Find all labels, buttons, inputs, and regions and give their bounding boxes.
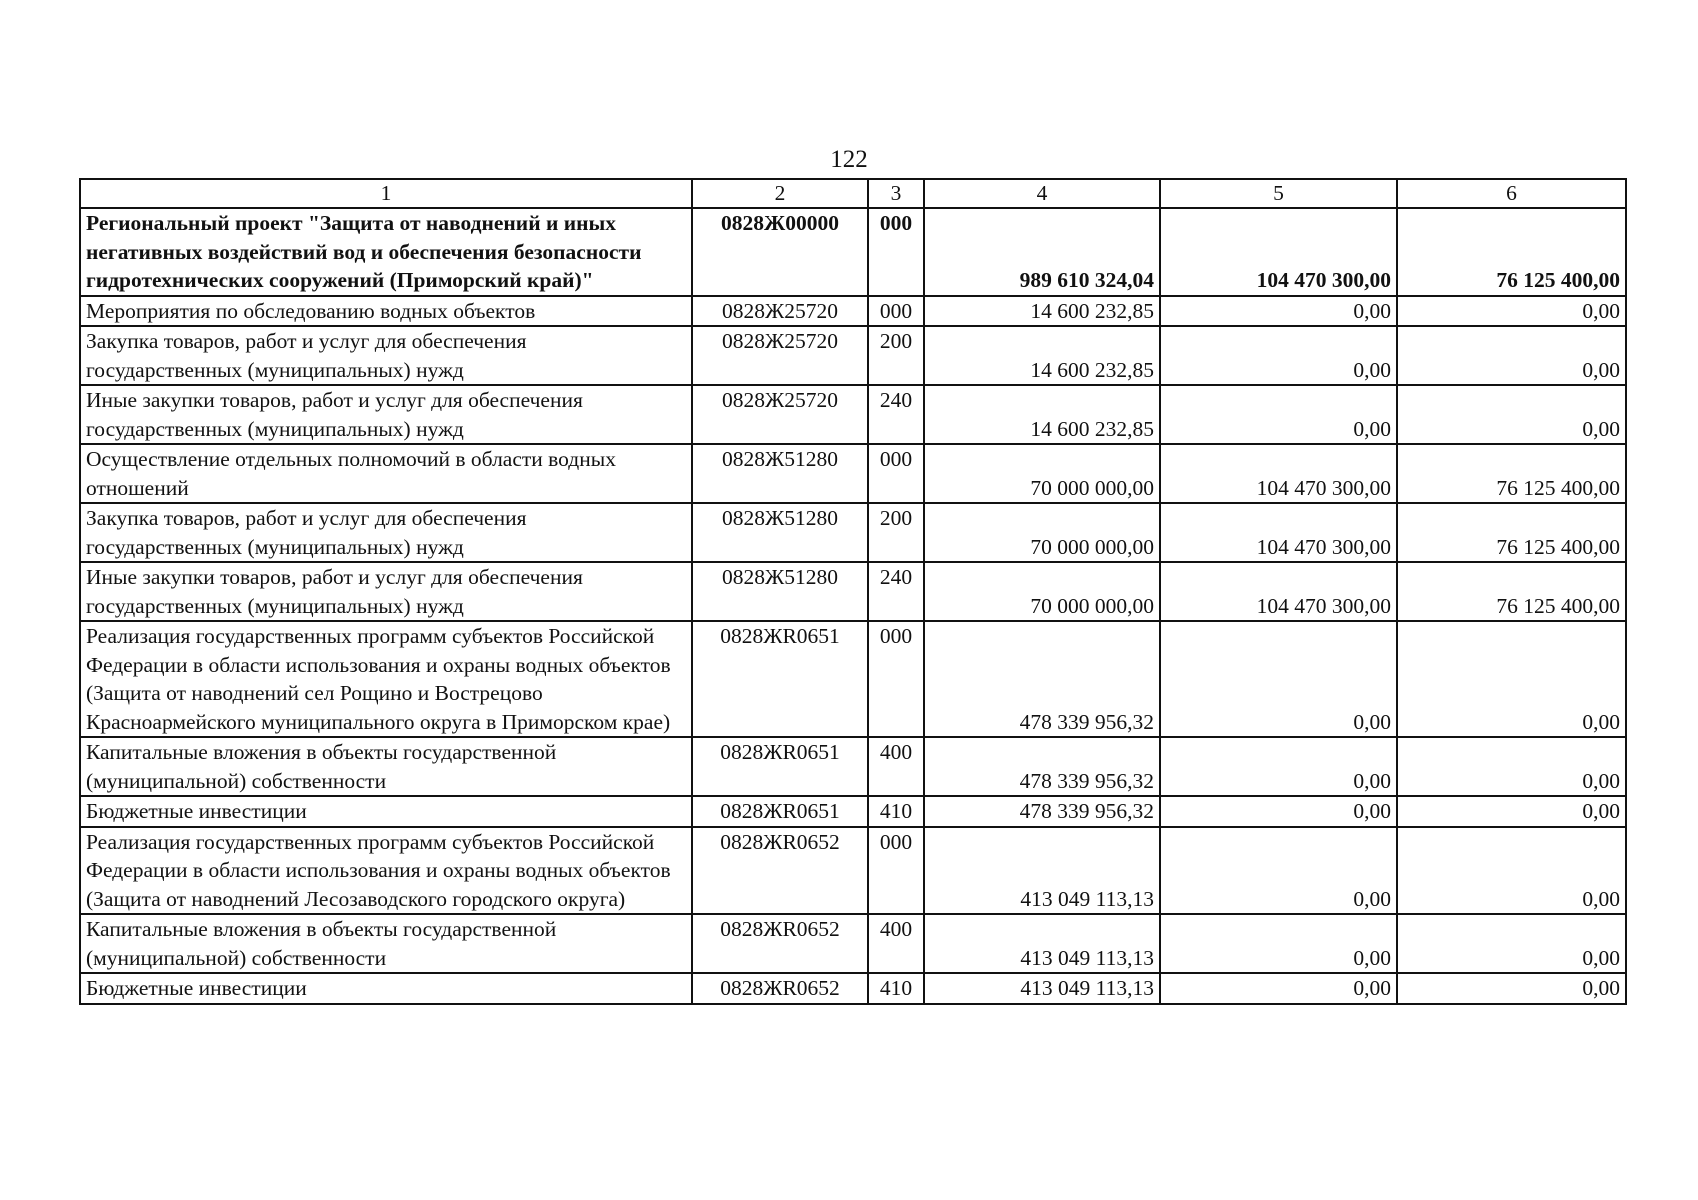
row-type-cell: 000 [868, 296, 924, 327]
table-row [80, 326, 1626, 385]
row-name-cell: Мероприятия по обследованию водных объектов [80, 296, 692, 327]
table-row [80, 385, 1626, 444]
row-code-cell: 0828Ж51280 [692, 444, 868, 503]
row-value-col6-cell: 0,00 [1397, 326, 1626, 385]
row-name-cell: Капитальные вложения в объекты государственной (муниципальной) собственности [80, 737, 692, 796]
row-name-cell: Региональный проект "Защита от наводнений и иных негативных воздействий вод и обеспечения безопасности гидротехнических сооружений (Приморский край)" [80, 208, 692, 296]
row-value-col6-cell: 76 125 400,00 [1397, 562, 1626, 621]
row-value-col4-cell: 14 600 232,85 [924, 326, 1160, 385]
column-header: 4 [924, 179, 1160, 208]
row-name-cell: Осуществление отдельных полномочий в области водных отношений [80, 444, 692, 503]
table-row [80, 621, 1626, 737]
table-row [80, 737, 1626, 796]
row-name-cell: Капитальные вложения в объекты государственной (муниципальной) собственности [80, 914, 692, 973]
row-type-cell: 240 [868, 385, 924, 444]
header-row [80, 179, 1626, 208]
row-code-cell: 0828Ж51280 [692, 503, 868, 562]
row-code-cell: 0828ЖR0652 [692, 914, 868, 973]
row-value-col6-cell: 0,00 [1397, 385, 1626, 444]
row-value-col5-cell: 0,00 [1160, 385, 1397, 444]
row-name-cell: Бюджетные инвестиции [80, 796, 692, 827]
row-type-cell: 410 [868, 796, 924, 827]
table-row [80, 296, 1626, 327]
row-value-col4-cell: 14 600 232,85 [924, 296, 1160, 327]
table-row [80, 444, 1626, 503]
row-value-col6-cell: 0,00 [1397, 737, 1626, 796]
row-value-col6-cell: 0,00 [1397, 796, 1626, 827]
row-type-cell: 000 [868, 444, 924, 503]
table-row [80, 796, 1626, 827]
row-name-cell: Реализация государственных программ субъектов Российской Федерации в области использования и охраны водных объектов (Защита от наводнений Лесозаводского городского округа) [80, 827, 692, 915]
row-value-col6-cell: 0,00 [1397, 973, 1626, 1004]
row-value-col6-cell: 0,00 [1397, 296, 1626, 327]
row-value-col4-cell: 478 339 956,32 [924, 621, 1160, 737]
row-code-cell: 0828Ж25720 [692, 385, 868, 444]
table-row [80, 208, 1626, 296]
row-type-cell: 000 [868, 827, 924, 915]
row-name-cell: Закупка товаров, работ и услуг для обеспечения государственных (муниципальных) нужд [80, 503, 692, 562]
column-header: 3 [868, 179, 924, 208]
row-name-cell: Бюджетные инвестиции [80, 973, 692, 1004]
row-type-cell: 200 [868, 503, 924, 562]
row-name-cell: Реализация государственных программ субъектов Российской Федерации в области использования и охраны водных объектов (Защита от наводнений сел Рощино и Вострецово Красноармейского муниципального округа в Приморском крае) [80, 621, 692, 737]
page-number: 122 [830, 146, 868, 173]
table-row [80, 562, 1626, 621]
row-type-cell: 400 [868, 737, 924, 796]
row-value-col5-cell: 0,00 [1160, 326, 1397, 385]
row-code-cell: 0828Ж25720 [692, 326, 868, 385]
row-value-col6-cell: 76 125 400,00 [1397, 503, 1626, 562]
row-type-cell: 000 [868, 208, 924, 296]
row-value-col4-cell: 413 049 113,13 [924, 827, 1160, 915]
table-row [80, 503, 1626, 562]
row-code-cell: 0828Ж25720 [692, 296, 868, 327]
row-value-col6-cell: 0,00 [1397, 621, 1626, 737]
row-type-cell: 400 [868, 914, 924, 973]
row-value-col5-cell: 104 470 300,00 [1160, 503, 1397, 562]
row-code-cell: 0828ЖR0651 [692, 737, 868, 796]
column-header: 2 [692, 179, 868, 208]
row-value-col4-cell: 478 339 956,32 [924, 737, 1160, 796]
row-type-cell: 410 [868, 973, 924, 1004]
row-value-col4-cell: 70 000 000,00 [924, 444, 1160, 503]
row-type-cell: 200 [868, 326, 924, 385]
row-value-col4-cell: 413 049 113,13 [924, 973, 1160, 1004]
column-header: 6 [1397, 179, 1626, 208]
table-body [80, 208, 1626, 1004]
row-value-col5-cell: 0,00 [1160, 973, 1397, 1004]
table-row [80, 973, 1626, 1004]
row-code-cell: 0828Ж51280 [692, 562, 868, 621]
row-value-col5-cell: 104 470 300,00 [1160, 208, 1397, 296]
row-code-cell: 0828ЖR0652 [692, 827, 868, 915]
row-value-col4-cell: 478 339 956,32 [924, 796, 1160, 827]
budget-table [79, 178, 1627, 1005]
row-code-cell: 0828ЖR0652 [692, 973, 868, 1004]
row-value-col4-cell: 989 610 324,04 [924, 208, 1160, 296]
row-value-col4-cell: 413 049 113,13 [924, 914, 1160, 973]
column-header: 5 [1160, 179, 1397, 208]
row-value-col6-cell: 0,00 [1397, 827, 1626, 915]
row-value-col5-cell: 0,00 [1160, 621, 1397, 737]
row-name-cell: Закупка товаров, работ и услуг для обеспечения государственных (муниципальных) нужд [80, 326, 692, 385]
row-value-col4-cell: 14 600 232,85 [924, 385, 1160, 444]
row-type-cell: 240 [868, 562, 924, 621]
row-value-col5-cell: 0,00 [1160, 296, 1397, 327]
table-row [80, 827, 1626, 915]
row-value-col6-cell: 76 125 400,00 [1397, 444, 1626, 503]
row-code-cell: 0828ЖR0651 [692, 621, 868, 737]
row-value-col4-cell: 70 000 000,00 [924, 503, 1160, 562]
row-type-cell: 000 [868, 621, 924, 737]
row-value-col5-cell: 0,00 [1160, 737, 1397, 796]
row-value-col4-cell: 70 000 000,00 [924, 562, 1160, 621]
row-code-cell: 0828ЖR0651 [692, 796, 868, 827]
row-value-col5-cell: 0,00 [1160, 914, 1397, 973]
row-name-cell: Иные закупки товаров, работ и услуг для обеспечения государственных (муниципальных) нужд [80, 385, 692, 444]
row-value-col5-cell: 104 470 300,00 [1160, 562, 1397, 621]
row-value-col6-cell: 0,00 [1397, 914, 1626, 973]
row-name-cell: Иные закупки товаров, работ и услуг для обеспечения государственных (муниципальных) нужд [80, 562, 692, 621]
row-code-cell: 0828Ж00000 [692, 208, 868, 296]
table-row [80, 914, 1626, 973]
row-value-col5-cell: 0,00 [1160, 796, 1397, 827]
column-header: 1 [80, 179, 692, 208]
row-value-col6-cell: 76 125 400,00 [1397, 208, 1626, 296]
row-value-col5-cell: 104 470 300,00 [1160, 444, 1397, 503]
row-value-col5-cell: 0,00 [1160, 827, 1397, 915]
